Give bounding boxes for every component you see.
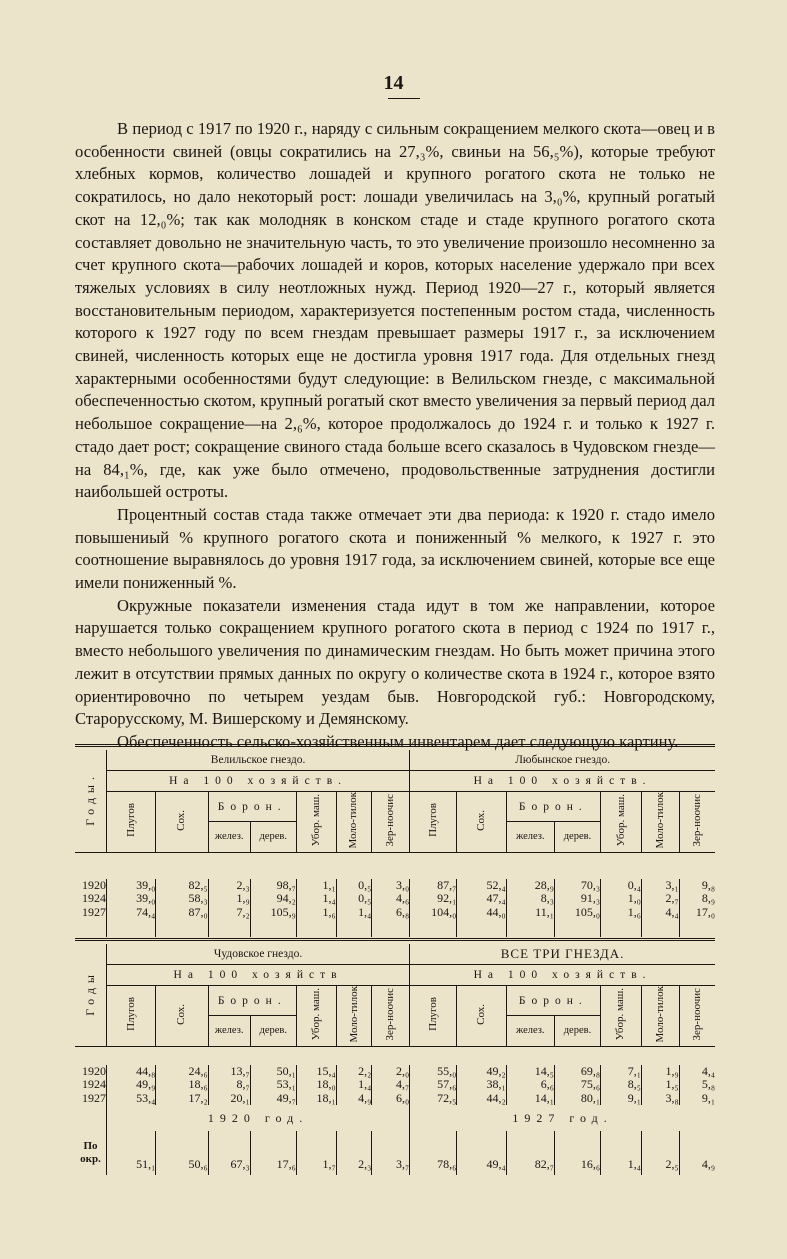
- table-cell: 1,₄: [296, 892, 336, 906]
- table-cell: 105,₉: [250, 906, 296, 920]
- col-zhelez-r: желез.: [506, 822, 554, 852]
- table1-right-title: Любынское гнездо.: [410, 750, 715, 771]
- paragraph-3: Окружные показатели изменения стада идут в том же направлении, которое нарушается только сокращением крупного рогатого скота в период с 1924 по 1917 г., вместо небольшого увеличения по динамическим гнездам. Но быть может причина этого лежит в отсутствии прямых данных по округу о количестве скота в 1924 г., которое взято ориентировочно по четырем уездам быв. Новгородской губ.: Новгородскому, Старорусскому, М. Вишерскому и Демянскому.: [75, 595, 715, 729]
- table-cell: 17,₆: [250, 1131, 296, 1175]
- table-cell: 4,₆: [372, 892, 410, 906]
- table-cell: 3,₈: [641, 1092, 679, 1106]
- col-soh: Сох.: [156, 792, 208, 853]
- table-row: [75, 879, 715, 893]
- col-molo-2r: Моло-тилок: [641, 986, 679, 1047]
- table-cell: 9,₁: [701, 1090, 715, 1105]
- table2-left-title: Чудовское гнездо.: [106, 944, 409, 965]
- table-cell: 4,₉: [336, 1092, 372, 1106]
- table-cell: 78,₆: [410, 1131, 457, 1175]
- table-cell: 6,₈: [372, 906, 410, 920]
- table-cell: 1927: [75, 906, 106, 920]
- col-ubor-2: Убор. маш.: [296, 986, 336, 1047]
- table-cell: 70,₃: [554, 879, 600, 893]
- table-cell: 1,₄: [336, 906, 372, 920]
- table-cell: 9,₈: [701, 877, 715, 892]
- table-cell: 3,₁: [641, 879, 679, 893]
- table-cell: 18,₆: [156, 1078, 208, 1092]
- per100-header-right-2: На 100 хозяйств.: [410, 965, 715, 986]
- table-cell: 2,₇: [641, 892, 679, 906]
- table-cell: 92,₁: [410, 892, 457, 906]
- table-cell: 1924: [75, 1078, 106, 1092]
- table-cell: 1,₀: [601, 892, 642, 906]
- table-cell: 8,₇: [208, 1078, 250, 1092]
- table-cell: 91,₃: [554, 892, 600, 906]
- table-cell: 8,₃: [506, 892, 554, 906]
- table-cell: 28,₉: [506, 879, 554, 893]
- table-cell: 87,₀: [156, 906, 208, 920]
- year-1927-label: 1927 год.: [512, 1110, 613, 1125]
- table-cell: 1,₁: [296, 879, 336, 893]
- table-cell: 75,₆: [554, 1078, 600, 1092]
- col-zhelez-2: желез.: [208, 1016, 250, 1046]
- table-cell: 3,₇: [372, 1131, 410, 1175]
- col-derev-2r: дерев.: [554, 1016, 600, 1046]
- col-ubor: Убор. маш.: [296, 792, 336, 853]
- col-plugov-2r: Плугов: [410, 986, 457, 1047]
- table-cell: 58,₃: [156, 892, 208, 906]
- table-cell: 53,₄: [106, 1092, 155, 1106]
- table-cell: 87,₇: [410, 879, 457, 893]
- table-row: [75, 892, 715, 906]
- table-cell: 8,₅: [601, 1078, 642, 1092]
- table-cell: 74,₄: [106, 906, 155, 920]
- col-boron-r: Борон.: [506, 792, 600, 822]
- table-cell: 94,₂: [250, 892, 296, 906]
- table-cell: 55,₀: [410, 1065, 457, 1079]
- table-cell: 4,₉: [701, 1156, 715, 1171]
- col-derev-r: дерев.: [554, 822, 600, 852]
- table2-right-title: ВСЕ ТРИ ГНЕЗДА.: [410, 944, 715, 965]
- page-number-rule: [388, 98, 420, 99]
- table-cell: 18,₁: [296, 1092, 336, 1106]
- table-cell: 67,₃: [208, 1131, 250, 1175]
- table-cell: 49,₉: [106, 1078, 155, 1092]
- table-cell: 7,₂: [208, 906, 250, 920]
- table-cell: 1,₉: [208, 892, 250, 906]
- col-soh-r: Сох.: [457, 792, 506, 853]
- table-cell: 49,₄: [457, 1131, 506, 1175]
- col-ubor-r: Убор. маш.: [601, 792, 642, 853]
- col-boron-2r: Борон.: [506, 986, 600, 1016]
- col-soh-2r: Сох.: [457, 986, 506, 1047]
- table1-top-rule: [75, 744, 715, 747]
- table-cell: 49,₇: [250, 1092, 296, 1106]
- table-cell: 17,₀: [695, 904, 715, 919]
- table-cell: 38,₁: [457, 1078, 506, 1092]
- table-cell: 6,₆: [506, 1078, 554, 1092]
- col-zhelez: желез.: [208, 822, 250, 852]
- table-row: [75, 1092, 715, 1106]
- table-cell: 44,₈: [106, 1065, 155, 1079]
- table-cell: 0,₅: [336, 879, 372, 893]
- table-cell: 105,₀: [554, 906, 600, 920]
- table-cell: 98,₇: [250, 879, 296, 893]
- okr-label: По окр.: [75, 1131, 106, 1175]
- col-boron-2: Борон.: [208, 986, 296, 1016]
- table-cell: 44,₀: [457, 906, 506, 920]
- table-cell: 13,₇: [208, 1065, 250, 1079]
- table-cell: 16,₆: [554, 1131, 600, 1175]
- table-cell: 20,₁: [208, 1092, 250, 1106]
- table-cell: 15,₄: [296, 1065, 336, 1079]
- table-cell: 3,₀: [372, 879, 410, 893]
- col-plugov: Плугов: [106, 792, 155, 853]
- table1-left-title: Велильское гнездо.: [106, 750, 409, 771]
- table-cell: 14,₁: [506, 1092, 554, 1106]
- table-cell: 69,₈: [554, 1065, 600, 1079]
- table-cell: 0,₄: [601, 879, 642, 893]
- okr-row: [75, 1131, 715, 1175]
- col-soh-2: Сох.: [156, 986, 208, 1047]
- col-boron: Борон.: [208, 792, 296, 822]
- col-ubor-2r: Убор. маш.: [601, 986, 642, 1047]
- paragraph-1: В период с 1917 по 1920 г., наряду с сильным сокращением мелкого скота—овец и в особенности свиней (овцы сократились на 27,₃%, свиньи на 56,₅%), которые требуют хлебных кормов, количество лошадей и крупного рогатого скота не только не сократилось, но дало некоторый рост: лошади увеличилась на 3,₀%, крупный рогатый скот на 12,₀%; так как молодняк в конском стаде и стаде крупного рогатого скота составляет довольно не значительную часть, то это увеличение произошло несомненно за счет крупного скота—рабочих лошадей и коров, которых население удержало при всех тяжелых условиях в силу неотложных нужд. Период 1920—27 г., который является восстановительным периодом, характеризуется постепенным ростом стада, численность которого к 1927 году по всем гнездам превышает размеры 1917 г., за исключением свиней, численность которых еще не достигла уровня 1917 года. Для отдельных гнезд характерными особенностями будут следующие: в Велильском гнезде, с максимальной обеспеченностью скотом, крупный рогатый скот вместо увеличения за первый период дал небольшое сокращение—на 2,₆%, которое продолжалось до 1924 г. и только к 1927 г. стадо дает рост; сокращение свиного стада больше всего сказалось в Чудовском гнезде—на 84,₁%, где, как уже было отмечено, продовольственные затруднения достигли наибольшей остроты.: [75, 119, 715, 502]
- table-cell: 52,₄: [457, 879, 506, 893]
- table-1: [75, 750, 715, 937]
- col-plugov-2: Плугов: [106, 986, 155, 1047]
- per100-header-right: На 100 хозяйств.: [410, 771, 715, 792]
- table-cell: 57,₆: [410, 1078, 457, 1092]
- col-derev-2: дерев.: [250, 1016, 296, 1046]
- table-cell: 1,₄: [601, 1131, 642, 1175]
- page-number: 14: [383, 72, 404, 94]
- col-zer: Зер-ноочис: [372, 792, 410, 853]
- table-cell: 39,₀: [106, 879, 155, 893]
- table-cell: 17,₂: [156, 1092, 208, 1106]
- table-row: [75, 1065, 715, 1079]
- table-2: [75, 944, 715, 1175]
- col-zhelez-2r: желез.: [506, 1016, 554, 1046]
- table-cell: 1927: [75, 1092, 106, 1106]
- col-plugov-r: Плугов: [410, 792, 457, 853]
- table-cell: 2,₅: [641, 1131, 679, 1175]
- col-molo: Моло-тилок: [336, 792, 372, 853]
- table-cell: 4,₄: [701, 1063, 715, 1078]
- paragraph-4: Обеспеченность сельско-хозяйственным инвентарем дает следующую картину.: [117, 731, 679, 751]
- table-cell: 8,₉: [701, 891, 715, 906]
- table-row: [75, 1078, 715, 1092]
- table-cell: 104,₀: [410, 906, 457, 920]
- table-cell: 1,₉: [641, 1065, 679, 1079]
- table-cell: 5,₈: [701, 1077, 715, 1092]
- table-cell: 6,₀: [372, 1092, 410, 1106]
- table-cell: 80,₁: [554, 1092, 600, 1106]
- per100-header-left-2: На 100 хозяйств: [106, 965, 409, 986]
- table-cell: 72,₅: [410, 1092, 457, 1106]
- table-cell: 7,₁: [601, 1065, 642, 1079]
- col-derev: дерев.: [250, 822, 296, 852]
- table-cell: 47,₄: [457, 892, 506, 906]
- table-cell: 51,₁: [106, 1131, 155, 1175]
- table-cell: 4,₇: [372, 1078, 410, 1092]
- table-cell: 44,₂: [457, 1092, 506, 1106]
- table-cell: 2,₃: [208, 879, 250, 893]
- table-cell: 82,₇: [506, 1131, 554, 1175]
- table-cell: 49,₂: [457, 1065, 506, 1079]
- table-cell: 2,₂: [336, 1065, 372, 1079]
- table-cell: 1,₆: [601, 906, 642, 920]
- col-molo-r: Моло-тилок: [641, 792, 679, 853]
- table-cell: 9,₁: [601, 1092, 642, 1106]
- years-header: Годы.: [75, 750, 106, 852]
- year-1920-label: 1920 год.: [106, 1105, 409, 1131]
- table-cell: 1920: [75, 879, 106, 893]
- table-cell: 2,₃: [336, 1131, 372, 1175]
- table-cell: 1,₆: [296, 906, 336, 920]
- table-cell: 4,₄: [641, 906, 679, 920]
- col-molo-2: Моло-тилок: [336, 986, 372, 1047]
- table-cell: 50,₁: [250, 1065, 296, 1079]
- paragraph-2: Процентный состав стада также отмечает эти два периода: к 1920 г. стадо имело повышениый % крупного рогатого скота и пониженный % мелкого, к 1927 г. это соотношение выравнялось до уровня 1917 года, за исключением свиней, которые все еще имели пониженный %.: [75, 504, 715, 593]
- table-cell: 1920: [75, 1065, 106, 1079]
- col-zer-2: Зер-ноочис: [372, 986, 410, 1047]
- table-row: [75, 906, 715, 920]
- years-header-2: Годы: [75, 944, 106, 1046]
- table-cell: 1,₅: [641, 1078, 679, 1092]
- table2-top-rule: [75, 938, 715, 941]
- table-cell: 39,₀: [106, 892, 155, 906]
- col-zer-r: Зер-ноочис: [690, 794, 703, 847]
- table-cell: 1,₄: [336, 1078, 372, 1092]
- table-cell: 14,₅: [506, 1065, 554, 1079]
- table-cell: 2,₀: [372, 1065, 410, 1079]
- table-cell: 1924: [75, 892, 106, 906]
- table-cell: 53,₁: [250, 1078, 296, 1092]
- body-text: [75, 118, 715, 754]
- table-cell: 1,₇: [296, 1131, 336, 1175]
- table-cell: 82,₅: [156, 879, 208, 893]
- table-cell: 0,₅: [336, 892, 372, 906]
- per100-header-left: На 100 хозяйств.: [106, 771, 409, 792]
- table-cell: 50,₆: [156, 1131, 208, 1175]
- table-cell: 11,₁: [506, 906, 554, 920]
- table-cell: 24,₆: [156, 1065, 208, 1079]
- col-zer-2r: Зер-ноочис: [690, 988, 703, 1041]
- table-cell: 18,₀: [296, 1078, 336, 1092]
